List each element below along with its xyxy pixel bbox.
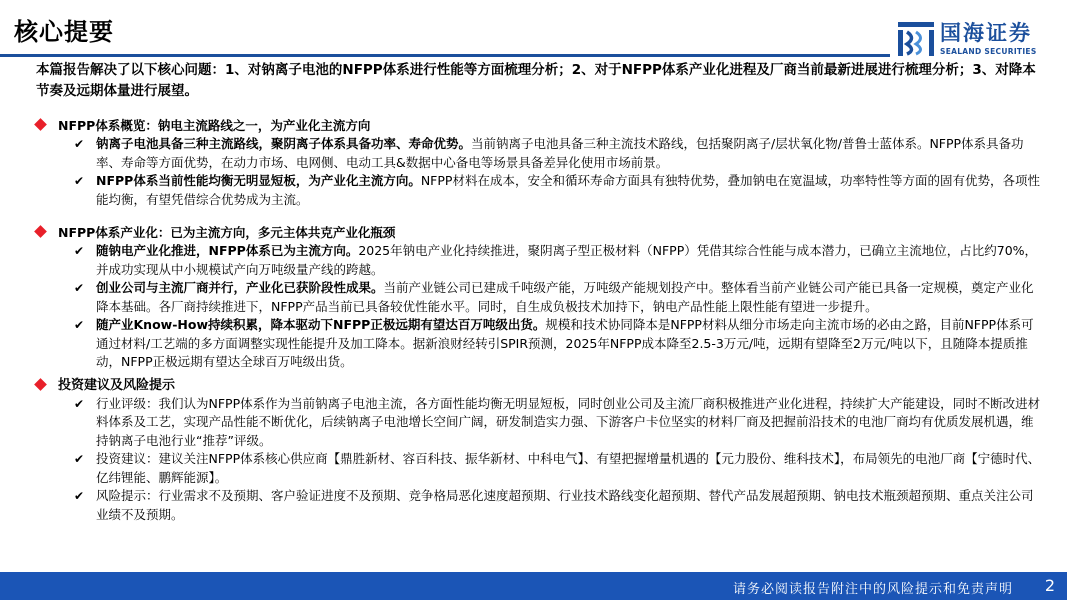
diamond-bullet-icon [34, 118, 47, 131]
list-item: ✔ 行业评级：我们认为NFPP体系作为当前钠离子电池主流，各方面性能均衡无明显短板，同时创业公司及主流厂商积极推进产业化进程，持续扩大产能建设，同时不断改进材料体系及工艺，实现产品性能不断优化，后续钠离子电池增长空间广阔，研发制造实力强、下游客户卡位坚实的材料厂商及把握前沿技术的电池厂商均有优质发展机遇，维持钠离子电池行业“推荐”评级。 [74, 395, 1041, 448]
list-item: ✔ 随钠电产业化推进，NFPP体系已为主流方向。2025年钠电产业化持续推进，聚阴离子型正极材料（NFPP）凭借其综合性能与成本潜力，已确立主流地位，占比约70%，并成功实现从中小规模试产向万吨级量产线的跨越。 [74, 243, 1038, 277]
list-item: ✔ 创业公司与主流厂商并行，产业化已获阶段性成果。当前产业链公司已建成千吨级产能，万吨级产能规划投产中。整体看当前产业链公司产能已具备一定规模，奠定产业化降本基础。各厂商持续推进下，NFPP产品当前已具备较优性能水平。同时，自生成负极技术加持下，钠电产品性能上限性能有望进一步提升。 [74, 280, 1034, 314]
diamond-bullet-icon [34, 225, 47, 238]
section-nfpp-overview [28, 116, 1044, 209]
list-item: ✔ 风险提示：行业需求不及预期、客户验证进度不及预期、竞争格局恶化速度超预期、行业技术路线变化超预期、替代产品发展超预期、钠电技术瓶颈超预期、重点关注公司业绩不及预期。 [74, 488, 1034, 522]
sealand-logo-icon [896, 20, 936, 58]
checkmark-icon: ✔ [74, 174, 85, 188]
checkmark-icon: ✔ [74, 244, 85, 258]
list-item: ✔ 投资建议：建议关注NFPP体系核心供应商【鼎胜新材、容百科技、振华新材、中科电气】、有望把握增量机遇的【元力股份、维科技术】，布局领先的电池厂商【宁德时代、亿纬锂能、鹏辉能源】。 [74, 451, 1041, 485]
checkmark-icon: ✔ [74, 489, 85, 503]
checkmark-icon: ✔ [74, 281, 85, 295]
checkmark-icon: ✔ [74, 396, 85, 411]
diamond-bullet-icon [34, 378, 47, 391]
summary-text: 本篇报告解决了以下核心问题：1、对钠离子电池的NFPP体系进行性能等方面梳理分析；2、对于NFPP体系产业化进程及厂商当前最新进展进行梳理分析；3、对降本节奏及远期体量进行展望。 [36, 62, 1036, 99]
logo-name-cn: 国海证券 [940, 21, 1032, 45]
company-logo [896, 20, 1056, 60]
section-heading: NFPP体系概览：钠电主流路线之一，为产业化主流方向 [28, 116, 1044, 135]
list-item: ✔ 钠离子电池具备三种主流路线，聚阴离子体系具备功率、寿命优势。当前钠离子电池具备三种主流技术路线，包括聚阴离子/层状氧化物/普鲁士蓝体系。NFPP体系具备功率、寿命等方面优势，在动力市场、电网侧、电动工具&数据中心备电等场景具备差异化使用市场前景。 [74, 136, 1024, 170]
main-content [28, 60, 1044, 524]
list-item: ✔ NFPP体系当前性能均衡无明显短板，为产业化主流方向。NFPP材料在成本，安全和循环寿命方面具有独特优势，叠加钠电在宽温域，功率特性等方面的固有优势，各项性能均衡，有望凭借综合优势成为主流。 [74, 173, 1040, 207]
checkmark-icon: ✔ [74, 452, 85, 466]
logo-name-en: SEALAND SECURITIES [940, 47, 1037, 56]
section-heading: 投资建议及风险提示 [28, 376, 1044, 395]
page-title: 核心提要 [14, 18, 114, 46]
checkmark-icon: ✔ [74, 137, 85, 151]
page-number: 2 [1044, 576, 1055, 595]
footer-disclaimer: 请务必阅读报告附注中的风险提示和免责声明 [732, 582, 1013, 597]
section-heading: NFPP体系产业化：已为主流方向，多元主体共克产业化瓶颈 [28, 223, 1044, 242]
title-rule [0, 54, 890, 57]
list-item: ✔ 随产业Know-How持续积累，降本驱动下NFPP正极远期有望达百万吨级出货。规模和技术协同降本是NFPP材料从细分市场走向主流市场的必由之路，目前NFPP体系可通过材料/工艺端的多方面调整实现性能提升及加工降本。据新浪财经转引SPIR预测，2025年NFPP成本降至2.5-3万元/吨，远期有望降至2万元/吨以下，且随降本提质推动，NFPP正极远期有望达全球百万吨级出货。 [74, 317, 1034, 369]
checkmark-icon: ✔ [74, 318, 85, 332]
section-nfpp-industrialization [28, 223, 1044, 372]
section-investment-advice [28, 376, 1044, 525]
footer-bar [0, 572, 1067, 600]
